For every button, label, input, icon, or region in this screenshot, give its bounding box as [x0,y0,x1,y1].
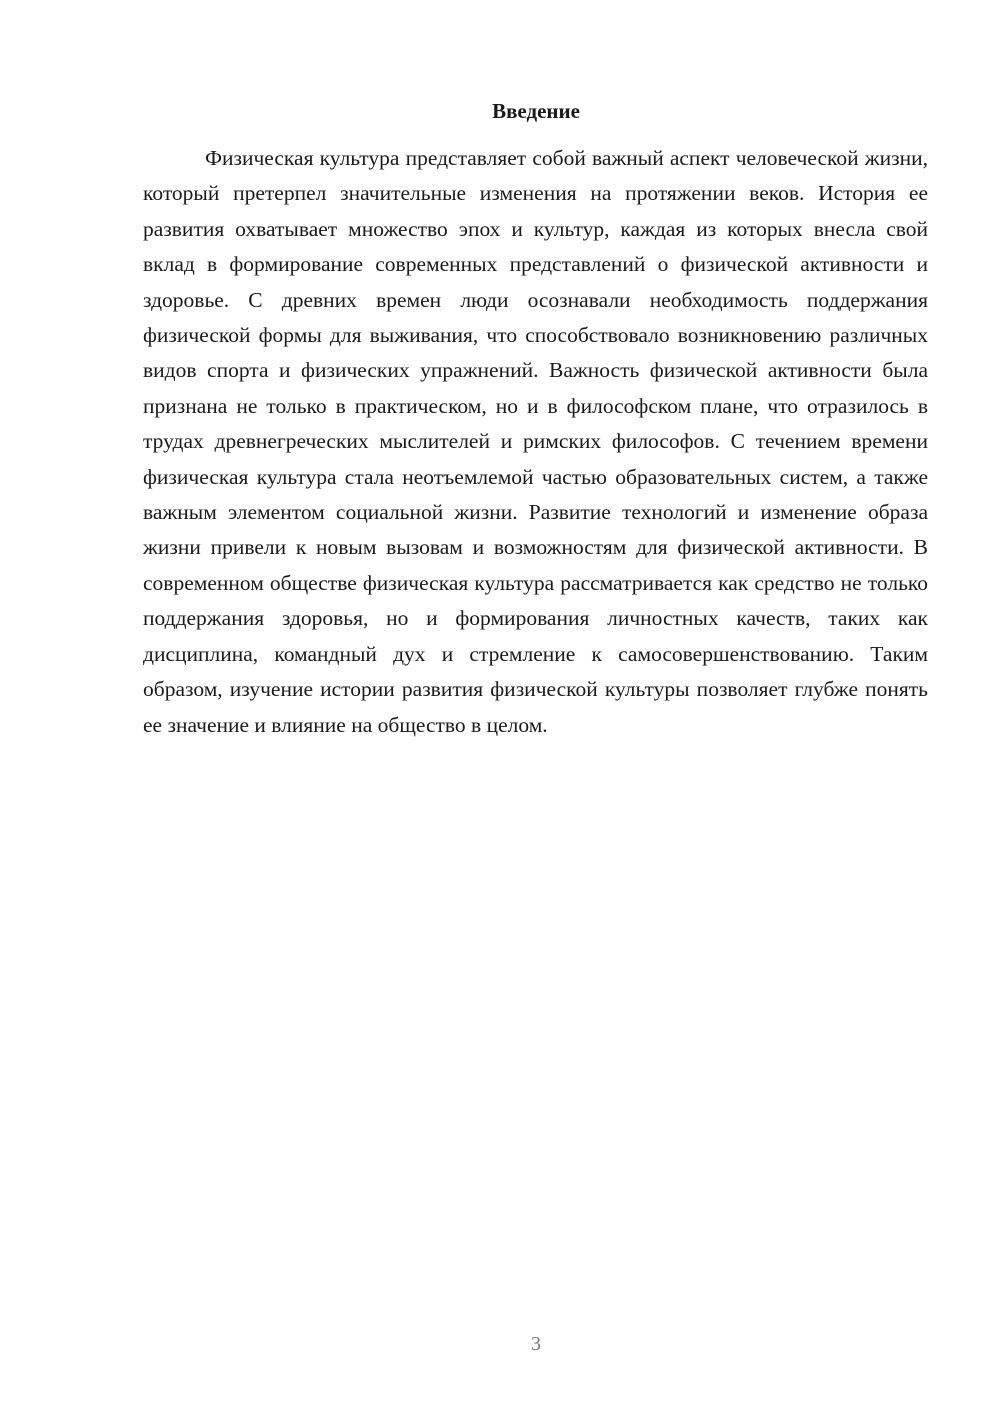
page-number: 3 [531,1333,541,1355]
body-paragraph: Физическая культура представляет собой важный аспект человеческой жизни, который претерпел значительные изменения на протяжении веков. История ее развития охватывает множество эпох и культур, каждая из которых внесла свой вклад в формирование современных представлений о физической активности и здоровье. С древних времен люди осознавали необходимость поддержания физической формы для выживания, что способствовало возникновению различных видов спорта и физических упражнений. Важность физической активности была признана не только в практическом, но и в философском плане, что отразилось в трудах древнегреческих мыслителей и римских философов. С течением времени физическая культура стала неотъемлемой частью образовательных систем, а также важным элементом социальной жизни. Развитие технологий и изменение образа жизни привели к новым вызовам и возможностям для физической активности. В современном обществе физическая культура рассматривается как средство не только поддержания здоровья, но и формирования личностных качеств, таких как дисциплина, командный дух и стремление к самосовершенствованию. Таким образом, изучение истории развития физической культуры позволяет глубже понять ее значение и влияние на общество в целом. [143,146,928,737]
section-heading: Введение [492,99,580,123]
